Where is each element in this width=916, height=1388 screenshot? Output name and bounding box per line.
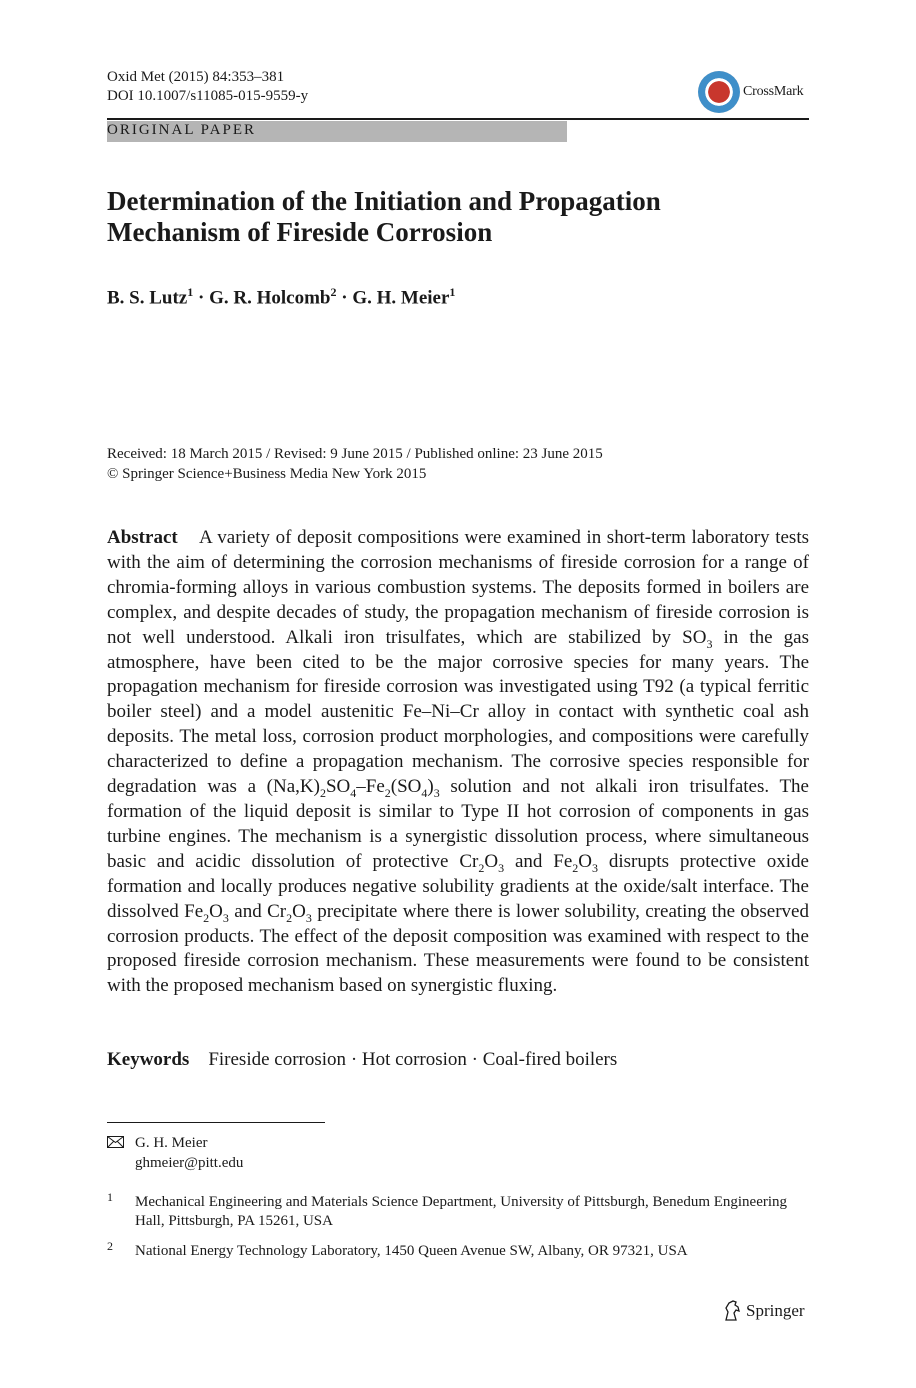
subscript: 2 bbox=[572, 860, 579, 875]
abstract-heading: Abstract bbox=[107, 527, 178, 548]
formula-fe: and Fe bbox=[504, 850, 573, 872]
formula-o: O bbox=[578, 850, 592, 872]
abstract-text: A variety of deposit compositions were examined in short-term laboratory tests with the aim of determining the corrosion mechanisms of fireside corrosion for a range of chromia-forming alloys in various combustion systems. The deposits formed in boilers are complex, and despite decades of study, the propagation mechanism of fireside corrosion is not well understood. Alkali iron trisulfates, which are stabilized by bbox=[107, 527, 809, 648]
crossmark-badge[interactable] bbox=[698, 70, 810, 114]
publisher-name: Springer bbox=[746, 1301, 805, 1320]
keywords-heading: Keywords bbox=[107, 1049, 190, 1070]
publisher-logo bbox=[722, 1300, 805, 1322]
author-name: B. S. Lutz bbox=[107, 287, 188, 309]
subscript: 2 bbox=[319, 785, 326, 800]
formula-fe: Fe bbox=[184, 900, 204, 922]
affiliation-number: 1 bbox=[107, 1190, 113, 1204]
corresponding-author bbox=[135, 1133, 243, 1173]
subscript: 2 bbox=[478, 860, 485, 875]
affiliation-text: National Energy Technology Laboratory, 1450 Queen Avenue SW, Albany, OR 97321, USA bbox=[135, 1243, 688, 1259]
author-affiliation-mark: 2 bbox=[330, 285, 337, 299]
subscript: 3 bbox=[433, 785, 440, 800]
subscript: 2 bbox=[286, 910, 293, 925]
subscript: 2 bbox=[203, 910, 210, 925]
article-title: Determination of the Initiation and Propagation Mechanism of Fireside Corrosion bbox=[107, 186, 661, 247]
keyword-separator: · bbox=[350, 1049, 358, 1070]
formula-fe: –Fe bbox=[356, 776, 385, 798]
formula-paren: ) bbox=[427, 776, 434, 798]
formula-o: O bbox=[292, 900, 306, 922]
formula-so3: SO bbox=[682, 626, 707, 648]
envelope-icon bbox=[107, 1136, 124, 1148]
publication-history bbox=[107, 444, 603, 484]
crossmark-icon bbox=[698, 71, 740, 113]
subscript: 4 bbox=[350, 785, 357, 800]
header-rule bbox=[107, 118, 809, 120]
corresponding-email[interactable]: ghmeier@pitt.edu bbox=[135, 1155, 244, 1171]
section-label: ORIGINAL PAPER bbox=[107, 122, 256, 138]
corresponding-name: G. H. Meier bbox=[135, 1135, 208, 1151]
author-name: G. H. Meier bbox=[352, 287, 450, 309]
subscript: 2 bbox=[384, 785, 391, 800]
subscript: 3 bbox=[498, 860, 505, 875]
keyword: Hot corrosion bbox=[361, 1049, 467, 1070]
abstract bbox=[107, 526, 809, 999]
keyword-separator: · bbox=[471, 1049, 478, 1070]
crossmark-label: CrossMark bbox=[743, 84, 804, 99]
formula-cr: Cr bbox=[459, 850, 479, 872]
keyword: Fireside corrosion bbox=[208, 1049, 347, 1070]
doi-line: DOI 10.1007/s11085-015-9559-y bbox=[107, 88, 309, 104]
copyright-line: © Springer Science+Business Media New York 2015 bbox=[107, 466, 427, 482]
author-separator: · bbox=[198, 287, 205, 309]
subscript: 3 bbox=[222, 910, 229, 925]
affiliation-text: Mechanical Engineering and Materials Science Department, University of Pittsburgh, Benedum Engineering Hall, Pittsburgh, PA 15261, USA bbox=[135, 1194, 788, 1229]
author-affiliation-mark: 1 bbox=[449, 285, 456, 299]
keywords bbox=[107, 1049, 617, 1071]
springer-horse-icon bbox=[722, 1300, 742, 1322]
author-separator: · bbox=[341, 287, 348, 309]
formula-nak: (Na,K) bbox=[266, 776, 320, 798]
author-list bbox=[107, 285, 455, 309]
journal-line: Oxid Met (2015) 84:353–381 bbox=[107, 69, 285, 85]
affiliation-number: 2 bbox=[107, 1239, 113, 1253]
formula-cr: and Cr bbox=[228, 900, 287, 922]
journal-citation bbox=[107, 68, 308, 106]
formula-so: SO bbox=[325, 776, 351, 798]
abstract-text: precipitate where there is lower solubility, creating the observed corrosion products. The effect of the deposit composition was examined with respect to the proposed fireside corrosion mechanism. These measurements were found to be consistent with the proposed mechanism based on synergistic fluxing. bbox=[107, 900, 809, 997]
author-affiliation-mark: 1 bbox=[187, 285, 194, 299]
footnote-rule bbox=[107, 1122, 325, 1123]
formula-so4: (SO bbox=[390, 776, 422, 798]
subscript: 3 bbox=[592, 860, 598, 875]
author-name: G. R. Holcomb bbox=[209, 287, 331, 309]
formula-o: O bbox=[209, 900, 223, 922]
formula-o: O bbox=[484, 850, 499, 872]
subscript: 4 bbox=[421, 785, 428, 800]
abstract-text: disrupts protective oxide formation and locally produces negative solubility gradients at the oxide/salt interface. The dissolved bbox=[107, 850, 809, 922]
abstract-text: in the gas atmosphere, have been cited to be the major corrosive species for many years. The propagation mechanism for fireside corrosion was investigated using T92 (a typical ferritic boiler steel) and a model austenitic Fe–Ni–Cr alloy in contact with synthetic coal ash deposits. The metal loss, corrosion product morphologies, and compositions were carefully characterized to define a propagation mechanism. The corrosive species responsible for degradation was a bbox=[107, 626, 809, 798]
subscript: 3 bbox=[706, 636, 713, 651]
section-banner bbox=[107, 121, 567, 142]
keyword: Coal-fired boilers bbox=[482, 1049, 618, 1070]
subscript: 3 bbox=[305, 910, 312, 925]
dates-line: Received: 18 March 2015 / Revised: 9 June 2015 / Published online: 23 June 2015 bbox=[107, 446, 603, 462]
abstract-text: solution and not alkali iron trisulfates. The formation of the liquid deposit is similar to Type II hot corrosion of components in gas turbine engines. The mechanism is a synergistic dissolution process, where simultaneous basic and acidic dissolution of protective bbox=[107, 776, 809, 872]
